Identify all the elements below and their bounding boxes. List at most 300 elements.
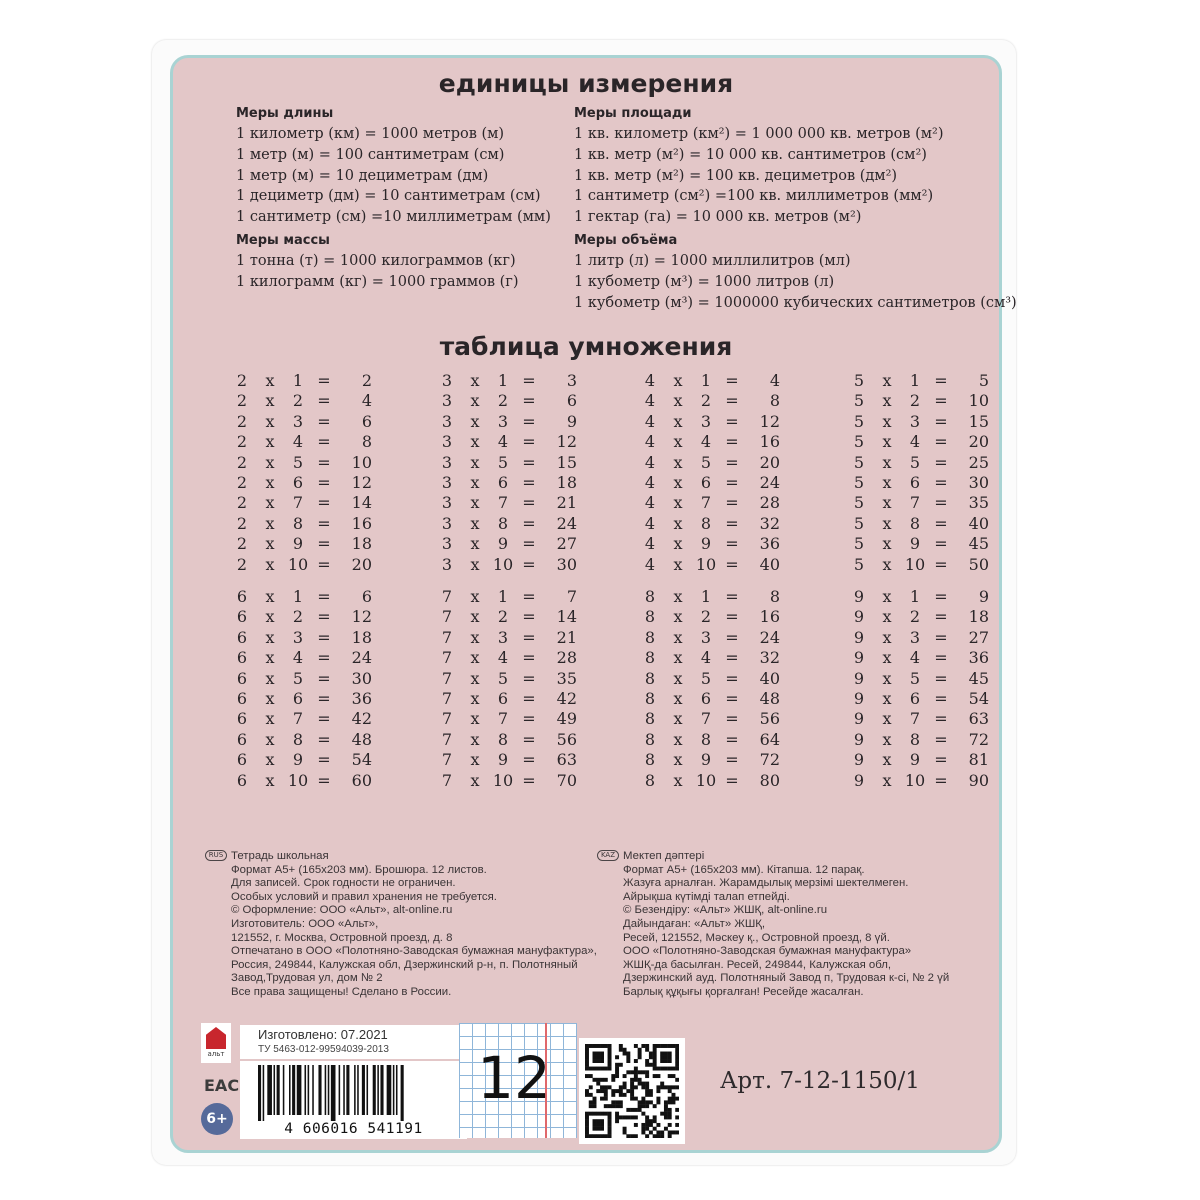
times-sign: x [882,391,892,411]
multiplier: 7 [292,493,304,513]
imprint-line: Отпечатано в ООО «Полотняно-Заводская бумажная мануфактура», [231,945,597,958]
equals-sign: = [522,371,536,390]
imprint-line: Айрықша күтімді талап етпейді. [623,890,790,903]
imprint-line: Для записей. Срок годности не ограничен. [231,877,456,890]
equals-sign: = [725,587,739,606]
times-sign: x [673,493,683,513]
product: 60 [351,770,372,790]
times-sign: x [673,472,683,492]
equals-sign: = [522,688,536,708]
imprint-line: © Оформление: ООО «Альт», alt-online.ru [231,904,453,917]
imprint-line: 121552, г. Москва, Островной проезд, д. 8 [231,931,453,944]
notebook-back-cover [170,55,1017,1153]
product: 49 [556,709,577,729]
product: 2 [361,371,372,390]
multiplicand: 3 [441,472,453,492]
times-sign: x [673,750,683,770]
multiplier: 8 [700,729,712,749]
imprint-line: Барлық құқығы қорғалған! Ресейде жасалған. [623,985,864,998]
multiplicand: 2 [236,513,248,533]
unit-line: 1 метр (м) = 100 сантиметрам (см) [236,146,505,163]
product: 12 [351,472,372,492]
equals-sign: = [934,668,948,688]
multiplier: 5 [909,668,921,688]
product: 80 [759,770,780,790]
product: 20 [759,452,780,472]
equals-sign: = [934,554,948,574]
multiplier: 9 [292,534,304,554]
product: 30 [968,472,989,492]
multiplier: 10 [287,554,309,574]
times-sign: x [470,493,480,513]
equals-sign: = [317,688,331,708]
equals-sign: = [522,411,536,431]
product: 6 [566,391,577,411]
multiplier: 9 [909,750,921,770]
multiplier: 6 [909,472,921,492]
product: 81 [968,750,989,770]
times-sign: x [882,729,892,749]
equals-sign: = [522,729,536,749]
product: 30 [556,554,577,574]
product: 18 [351,534,372,554]
times-sign: x [470,688,480,708]
equals-sign: = [522,493,536,513]
equals-sign: = [317,432,331,452]
product: 35 [556,668,577,688]
equals-sign: = [725,391,739,411]
unit-line: 1 литр (л) = 1000 миллилитров (мл) [574,253,851,269]
lang-tag-rus: RUS [205,850,227,861]
multiplicand: 4 [644,452,656,472]
times-sign: x [470,607,480,627]
multiplicand: 7 [441,668,453,688]
multiplicand: 5 [853,493,865,513]
product: 4 [361,391,372,411]
multiplicand: 9 [853,709,865,729]
unit-line: 1 сантиметр (см²) =100 кв. миллиметров (мм²) [574,188,934,205]
multiplier: 1 [700,371,712,390]
multiplicand: 6 [236,627,248,647]
equals-sign: = [934,432,948,452]
multiplicand: 9 [853,627,865,647]
equals-sign: = [725,472,739,492]
equals-sign: = [522,513,536,533]
times-sign: x [265,452,275,472]
equals-sign: = [725,627,739,647]
unit-line: 1 километр (км) = 1000 метров (м) [236,126,505,142]
multiplicand: 7 [441,688,453,708]
times-sign: x [265,371,275,390]
multiplier: 10 [695,770,717,790]
times-sign: x [882,554,892,574]
logo-text: альт [207,1050,225,1058]
imprint-line: Россия, 249844, Калужская обл, Дзержинский р-н, п. Полотняный [231,958,578,971]
length-units-block [236,103,551,228]
multiplicand: 8 [644,729,656,749]
sheet-count-box [459,1023,577,1138]
times-sign: x [673,770,683,790]
times-sign: x [265,627,275,647]
product: 35 [968,493,989,513]
product: 6 [361,587,372,606]
multiplier: 3 [292,627,304,647]
multiplier: 2 [909,391,921,411]
imprint-line: Формат А5+ (165х203 мм). Брошюра. 12 листов. [231,863,487,876]
unit-line: 1 метр (м) = 10 дециметрам (дм) [236,167,489,184]
times-sign: x [673,587,683,606]
times-sign: x [882,472,892,492]
product: 15 [968,411,989,431]
imprint-line: Жазуға арналған. Жарамдылық мерзімі шектелмеген. [623,877,909,890]
multiplier: 8 [292,729,304,749]
multiplier: 9 [700,534,712,554]
multiplicand: 8 [644,709,656,729]
unit-line: 1 тонна (т) = 1000 килограммов (кг) [236,253,516,269]
multiplier: 4 [292,648,304,668]
multiplier: 2 [292,391,304,411]
multiplicand: 8 [644,750,656,770]
times-sign: x [265,770,275,790]
equals-sign: = [317,493,331,513]
equals-sign: = [317,534,331,554]
equals-sign: = [522,472,536,492]
multiplier: 4 [292,432,304,452]
multiplicand: 2 [236,411,248,431]
product: 90 [968,770,989,790]
times-sign: x [265,688,275,708]
product: 30 [351,668,372,688]
multiplier: 3 [497,627,509,647]
multiplicand: 4 [644,472,656,492]
multiplier: 3 [909,627,921,647]
equals-sign: = [317,668,331,688]
production-date: Изготовлено: 07.2021 [258,1027,388,1042]
product: 48 [759,688,780,708]
equals-sign: = [725,411,739,431]
equals-sign: = [725,668,739,688]
multiplicand: 6 [236,668,248,688]
product: 36 [351,688,372,708]
multiplicand: 7 [441,648,453,668]
times-sign: x [673,391,683,411]
imprint-line: Тетрадь школьная [231,850,329,862]
multiplicand: 6 [236,607,248,627]
equals-sign: = [725,432,739,452]
lang-tag-kaz: KAZ [597,850,619,861]
product: 27 [968,627,989,647]
multiplier: 10 [492,554,514,574]
imprint-rus [231,850,597,1000]
multiplier: 10 [904,554,926,574]
multiplicand: 6 [236,688,248,708]
imprint-kaz [623,850,949,1000]
multiplier: 5 [292,668,304,688]
multiplicand: 2 [236,534,248,554]
equals-sign: = [725,493,739,513]
product: 5 [978,371,989,390]
times-sign: x [673,627,683,647]
equals-sign: = [522,534,536,554]
unit-line: 1 кубометр (м³) = 1000 литров (л) [574,273,835,290]
product: 18 [351,627,372,647]
multiplier: 7 [497,709,509,729]
multiplicand: 6 [236,729,248,749]
multiplicand: 3 [441,534,453,554]
multiplicand: 4 [644,432,656,452]
multiplier: 2 [700,391,712,411]
product: 6 [361,411,372,431]
multiplicand: 9 [853,648,865,668]
multiplicand: 8 [644,688,656,708]
multiplicand: 4 [644,411,656,431]
multiplicand: 9 [853,688,865,708]
product: 12 [351,607,372,627]
times-sign: x [882,452,892,472]
product: 20 [968,432,989,452]
multiplier: 10 [695,554,717,574]
multiplicand: 2 [236,554,248,574]
times-sign: x [265,432,275,452]
multiplicand: 8 [644,587,656,606]
equals-sign: = [522,391,536,411]
times-sign: x [470,729,480,749]
multiplier: 7 [700,709,712,729]
equals-sign: = [934,709,948,729]
product: 14 [351,493,372,513]
multiplicand: 4 [644,391,656,411]
product: 32 [759,513,780,533]
equals-sign: = [725,770,739,790]
equals-sign: = [725,729,739,749]
equals-sign: = [317,709,331,729]
multiplier: 8 [700,513,712,533]
product: 54 [968,688,989,708]
product: 12 [759,411,780,431]
multiplier: 1 [700,587,712,606]
equals-sign: = [725,648,739,668]
times-sign: x [470,709,480,729]
equals-sign: = [522,432,536,452]
imprint-line: Дайындаған: «Альт» ЖШҚ, [623,917,766,930]
equals-sign: = [522,709,536,729]
multiplier: 6 [497,688,509,708]
multiplicand: 2 [236,472,248,492]
multiplicand: 7 [441,607,453,627]
equals-sign: = [317,729,331,749]
times-sign: x [265,750,275,770]
times-sign: x [673,513,683,533]
multiplier: 5 [700,452,712,472]
equals-sign: = [725,709,739,729]
times-sign: x [673,729,683,749]
product: 27 [556,534,577,554]
multiplicand: 9 [853,668,865,688]
equals-sign: = [934,472,948,492]
product: 63 [556,750,577,770]
product: 32 [759,648,780,668]
product: 4 [769,371,780,390]
product: 28 [556,648,577,668]
multiplicand: 7 [441,709,453,729]
production-info [240,1025,467,1059]
product: 3 [566,371,577,390]
times-sign: x [673,452,683,472]
equals-sign: = [522,770,536,790]
times-sign: x [470,411,480,431]
multiplicand: 5 [853,472,865,492]
product: 70 [556,770,577,790]
multiplicand: 3 [441,411,453,431]
times-sign: x [265,607,275,627]
times-sign: x [265,729,275,749]
unit-line: 1 гектар (га) = 10 000 кв. метров (м²) [574,209,862,226]
times-sign: x [470,432,480,452]
times-sign: x [882,750,892,770]
imprint-line: © Безендіру: «Альт» ЖШҚ, alt-online.ru [623,904,828,917]
product: 28 [759,493,780,513]
area-units-heading: Меры площади [574,106,692,121]
product: 18 [968,607,989,627]
product: 64 [759,729,780,749]
imprint-line: Изготовитель: ООО «Альт», [231,917,379,930]
times-sign: x [882,627,892,647]
multiplicand: 2 [236,493,248,513]
multiplier: 2 [909,607,921,627]
multiplicand: 5 [853,432,865,452]
times-sign: x [470,534,480,554]
equals-sign: = [934,750,948,770]
multiplier: 2 [700,607,712,627]
multiplicand: 6 [236,770,248,790]
multiplicand: 6 [236,709,248,729]
times-sign: x [882,432,892,452]
multiplier: 3 [700,411,712,431]
technical-spec: ТУ 5463-012-99594039-2013 [258,1044,389,1055]
times-sign: x [470,750,480,770]
age-rating-badge: 6+ [201,1103,233,1135]
multiplier: 5 [497,452,509,472]
multiplicand: 5 [853,371,865,390]
multiplier: 5 [292,452,304,472]
times-sign: x [673,432,683,452]
equals-sign: = [934,411,948,431]
times-sign: x [882,587,892,606]
multiplicand: 2 [236,452,248,472]
multiplicand: 3 [441,493,453,513]
times-sign: x [265,648,275,668]
product: 16 [759,432,780,452]
product: 7 [566,587,577,606]
sheet-count: 12 [477,1044,551,1112]
multiplicand: 3 [441,452,453,472]
unit-line: 1 кубометр (м³) = 1000000 кубических сантиметров (см³) [574,294,1017,311]
product: 16 [759,607,780,627]
times-sign: x [265,587,275,606]
multiplier: 3 [497,411,509,431]
equals-sign: = [522,750,536,770]
product: 9 [978,587,989,606]
equals-sign: = [934,493,948,513]
equals-sign: = [725,534,739,554]
equals-sign: = [317,770,331,790]
multiplicand: 3 [441,513,453,533]
product: 50 [968,554,989,574]
multiplicand: 7 [441,729,453,749]
multiplicand: 6 [236,750,248,770]
multiplier: 3 [909,411,921,431]
multiplicand: 8 [644,668,656,688]
product: 42 [556,688,577,708]
imprint-line: ЖШҚ-да басылған. Ресей, 249844, Калужская обл, [623,958,892,971]
times-sign: x [673,554,683,574]
product: 9 [566,411,577,431]
product: 8 [769,391,780,411]
multiplier: 4 [909,648,921,668]
equals-sign: = [317,472,331,492]
multiplier: 8 [497,513,509,533]
multiplier: 9 [292,750,304,770]
times-sign: x [882,534,892,554]
mass-units-block [236,230,519,293]
equals-sign: = [934,534,948,554]
multiplicand: 9 [853,607,865,627]
product: 24 [556,513,577,533]
multiplicand: 7 [441,627,453,647]
multiplicand: 2 [236,371,248,390]
equals-sign: = [522,607,536,627]
article-number: Арт. 7-12-1150/1 [720,1068,920,1094]
multiplier: 10 [904,770,926,790]
unit-line: 1 кв. метр (м²) = 100 кв. дециметров (дм²) [574,167,898,184]
times-sign: x [470,371,480,390]
unit-line: 1 дециметр (дм) = 10 сантиметрам (см) [236,188,541,205]
times-sign: x [470,627,480,647]
product: 45 [968,534,989,554]
product: 40 [759,554,780,574]
product: 21 [556,627,577,647]
multiplier: 8 [292,513,304,533]
product: 14 [556,607,577,627]
equals-sign: = [522,668,536,688]
times-sign: x [882,688,892,708]
unit-line: 1 сантиметр (см) =10 миллиметрам (мм) [236,209,551,226]
eac-mark: ЕАС [204,1076,240,1095]
length-units-heading: Меры длины [236,106,334,121]
equals-sign: = [934,607,948,627]
house-logo-icon [206,1027,226,1049]
multiplier: 8 [909,729,921,749]
product: 24 [759,627,780,647]
multiplier: 9 [909,534,921,554]
multiplicand: 2 [236,391,248,411]
imprint-line: Завод,Трудовая ул, дом № 2 [231,972,383,985]
multiplicand: 3 [441,371,453,390]
product: 12 [556,432,577,452]
multiplier: 1 [909,371,921,390]
product: 42 [351,709,372,729]
multiplier: 6 [700,472,712,492]
volume-units-heading: Меры объёма [574,233,678,248]
barcode-bars-icon [256,1065,451,1121]
times-sign: x [470,472,480,492]
imprint-line: Все права защищены! Сделано в России. [231,985,452,998]
times-sign: x [673,607,683,627]
multiplier: 4 [700,648,712,668]
qr-code [579,1038,685,1144]
multiplicand: 8 [644,607,656,627]
unit-line: 1 килограмм (кг) = 1000 граммов (г) [236,273,519,290]
